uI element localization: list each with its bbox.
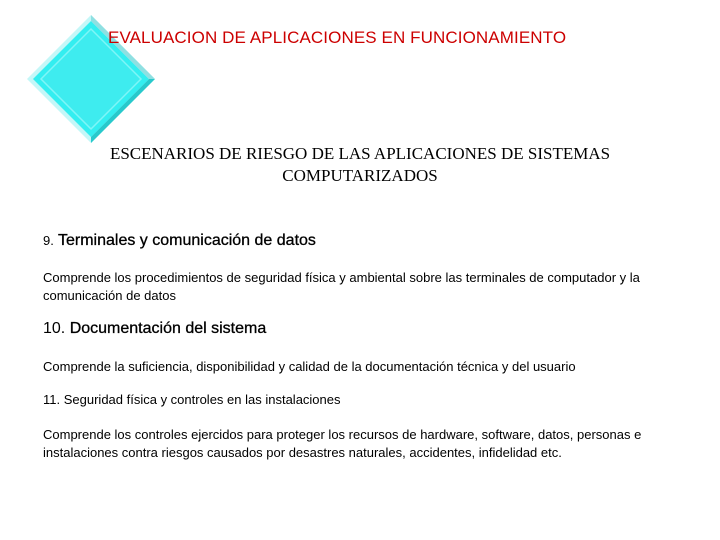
- section-number: 9.: [43, 233, 54, 248]
- body-line: Comprende la suficiencia, disponibilidad y calidad de la documentación técnica y del usuario: [43, 359, 576, 374]
- section-10-heading: [43, 320, 703, 338]
- subtitle-line-1: ESCENARIOS DE RIESGO DE LAS APLICACIONES DE SISTEMAS: [109, 144, 611, 163]
- body-line: Comprende los procedimientos de seguridad física y ambiental sobre las terminales de computador y la: [43, 270, 640, 285]
- section-9-heading: [43, 232, 703, 250]
- page-title: EVALUACION DE APLICACIONES EN FUNCIONAMIENTO: [108, 28, 567, 47]
- body-line: instalaciones contra riesgos causados por desastres naturales, accidentes, infidelidad etc.: [43, 445, 562, 460]
- section-number: 11.: [43, 392, 61, 407]
- section-10-body: [43, 358, 703, 376]
- subtitle-line-2: COMPUTARIZADOS: [282, 166, 438, 185]
- body-line: comunicación de datos: [43, 288, 176, 303]
- section-number: 10.: [43, 320, 66, 337]
- section-11-heading: [43, 392, 703, 407]
- section-heading-text: Terminales y comunicación de datos: [58, 232, 316, 249]
- section-subtitle: [60, 143, 660, 187]
- section-heading-text: Documentación del sistema: [69, 320, 267, 337]
- body-line: Comprende los controles ejercidos para proteger los recursos de hardware, software, datos, personas e: [43, 427, 642, 442]
- section-heading-text: Seguridad física y controles en las instalaciones: [63, 392, 341, 407]
- section-9-body: [43, 269, 703, 305]
- section-11-body: [43, 426, 703, 462]
